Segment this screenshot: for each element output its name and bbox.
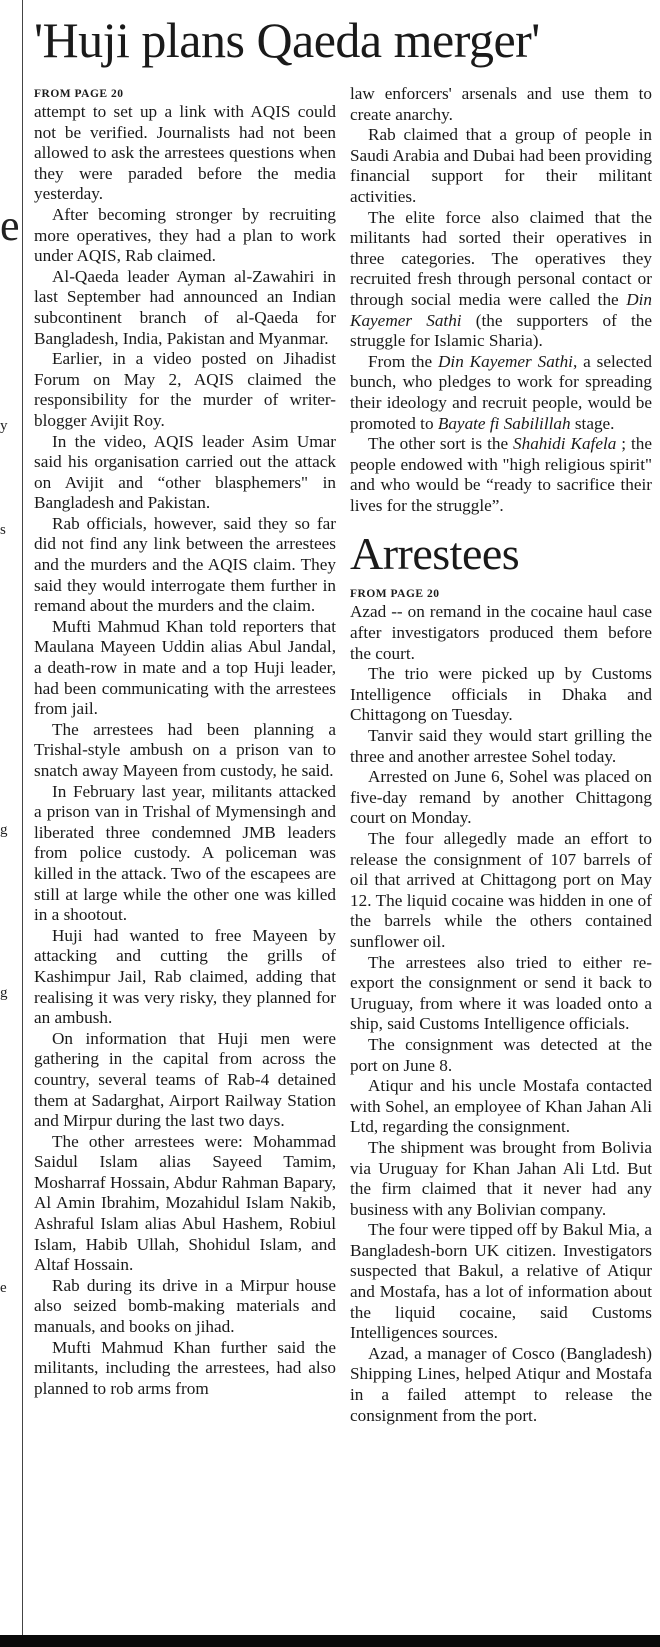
kicker: FROM PAGE 20 (350, 588, 440, 601)
main-story-column-2 (350, 84, 652, 1426)
adjacent-column-fragment: y (0, 418, 8, 434)
paragraph: Rab officials, however, said they so far did not find any link between the arrestees and the murders and the AQIS claim. They said they would interrogate them further in remand about the murders and the claim. (34, 513, 336, 616)
paragraph: Mufti Mahmud Khan told reporters that Maulana Mayeen Uddin alias Abul Jandal, a death-row in mate and a top Huji leader, had been communicating with the arrestees from jail. (34, 616, 336, 719)
paragraph: The trio were picked up by Customs Intelligence officials in Dhaka and Chittagong on Tuesday. (350, 664, 652, 725)
paragraph: Earlier, in a video posted on Jihadist Forum on May 2, AQIS claimed the responsibility for the murder of writer-blogger Avijit Roy. (34, 349, 336, 430)
paragraph: Mufti Mahmud Khan further said the militants, including the arrestees, had also planned to rob arms from (34, 1337, 336, 1398)
paragraph: The arrestees also tried to either re-export the consignment or send it back to Uruguay, from where it was loaded onto a ship, said Customs Intelligence officials. (350, 952, 652, 1034)
adjacent-column-fragment: g (0, 822, 8, 838)
paragraph: The consignment was detected at the port on June 8. (350, 1034, 652, 1075)
main-story-column-1 (34, 86, 336, 1399)
adjacent-column-fragment: s (0, 522, 6, 538)
adjacent-column-fragment: g (0, 985, 8, 1001)
paragraph: The four allegedly made an effort to release the consignment of 107 barrels of oil that arrived at Chittagong port on May 12. The liquid cocaine was hidden in one of the barrels while the others contained sunflower oil. (350, 829, 652, 951)
paragraph: From the Din Kayemer Sathi, a selected bunch, who pledges to work for spreading their ideology and recruit people, would be promoted to Bayate fi Sabilillah stage. (350, 351, 652, 433)
paragraph: On information that Huji men were gathering in the capital from across the country, several teams of Rab-4 detained them at Sadarghat, Airport Railway Station and Mirpur during the last two days. (34, 1028, 336, 1131)
paragraph: The four were tipped off by Bakul Mia, a Bangladesh-born UK citizen. Investigators suspected that Bakul, a relative of Atiqur and Mostafa, has a lot of information about the liquid cocaine, said Customs Intelligences sources. (350, 1220, 652, 1343)
paragraph: The other arrestees were: Mohammad Saidul Islam alias Sayeed Tamim, Mosharraf Hossain, Abdur Rahman Bapary, Al Amin Ibrahim, Mozahidul Islam Nakib, Ashraful Islam alias Abul Hashem, Robiul Islam, Habib Ullah, Shohidul Islam, and Altaf Hossain. (34, 1131, 336, 1275)
paragraph: The shipment was brought from Bolivia via Uruguay for Khan Jahan Ali Ltd. But the firm claimed that it never had any business with any Bolivian company. (350, 1137, 652, 1219)
paragraph: Rab claimed that a group of people in Saudi Arabia and Dubai had been providing financial support for their militant activities. (350, 125, 652, 206)
paragraph: In the video, AQIS leader Asim Umar said his organisation carried out the attack on Avijit and “other blasphemers" in Bangladesh and Pakistan. (34, 431, 336, 513)
paragraph: The other sort is the Shahidi Kafela ; the people endowed with "high religious spirit" and who would be “ready to sacrifice their lives for the struggle”. (350, 434, 652, 515)
paragraph: Al-Qaeda leader Ayman al-Zawahiri in last September had announced an Indian subcontinent branch of al-Qaeda for Bangladesh, India, Pakistan and Myanmar. (34, 266, 336, 348)
kicker: FROM PAGE 20 (34, 88, 124, 100)
paragraph: Huji had wanted to free Mayeen by attacking and cutting the grills of Kashimpur Jail, Rab claimed, adding that realising it was very risky, they planned for an ambush. (34, 925, 336, 1028)
paragraph: Atiqur and his uncle Mostafa contacted with Sohel, an employee of Khan Jahan Ali Ltd, regarding the consignment. (350, 1076, 652, 1137)
paragraph: Azad -- on remand in the cocaine haul case after investigators produced them before the court. (350, 602, 652, 663)
main-headline: 'Huji plans Qaeda merger' (34, 12, 540, 68)
adjacent-column-fragment: e (0, 1280, 7, 1296)
paragraph: Azad, a manager of Cosco (Bangladesh) Shipping Lines, helped Atiqur and Mostafa in a failed attempt to release the consignment from the port. (350, 1343, 652, 1425)
adjacent-column-fragment: e (0, 201, 20, 250)
paragraph: law enforcers' arsenals and use them to create anarchy. (350, 84, 652, 124)
column-rule (22, 0, 23, 1647)
second-headline: Arrestees (350, 528, 520, 580)
paragraph: Arrested on June 6, Sohel was placed on five-day remand by another Chittagong court on Monday. (350, 767, 652, 828)
paragraph: Rab during its drive in a Mirpur house also seized bomb-making materials and manuals, and books on jihad. (34, 1275, 336, 1337)
paragraph: In February last year, militants attacked a prison van in Trishal of Mymensingh and liberated three condemned JMB leaders from police custody. A policeman was killed in the attack. Two of the escapees are still at large while the other one was killed in a shootout. (34, 781, 336, 925)
paragraph: After becoming stronger by recruiting more operatives, they had a plan to work under AQIS, Rab claimed. (34, 204, 336, 266)
page-bottom-border (0, 1635, 660, 1647)
paragraph: The elite force also claimed that the militants had sorted their operatives in three categories. The operatives they recruited fresh through personal contact or through social media were called the Din Kayemer Sathi (the supporters of the struggle for Islamic Sharia). (350, 207, 652, 351)
paragraph: The arrestees had been planning a Trishal-style ambush on a prison van to snatch away Mayeen from custody, he said. (34, 719, 336, 780)
paragraph: Tanvir said they would start grilling the three and another arrestee Sohel today. (350, 726, 652, 766)
paragraph: attempt to set up a link with AQIS could not be verified. Journalists had not been allowed to ask the arrestees questions when they were paraded before the media yesterday. (34, 102, 336, 204)
